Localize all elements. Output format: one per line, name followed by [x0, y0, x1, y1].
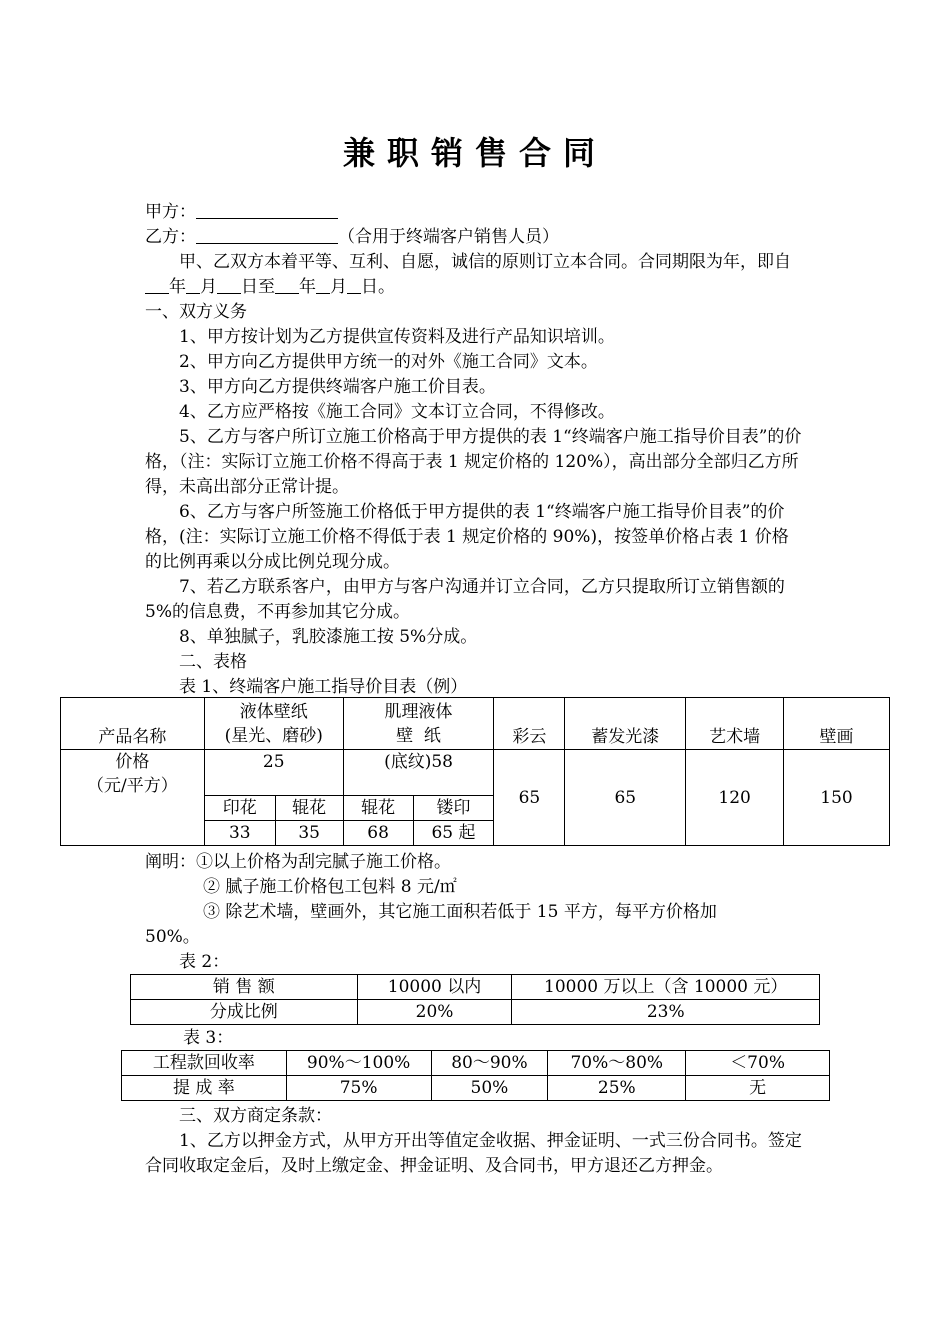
duty-item: 3、甲方向乙方提供终端客户施工价目表。 — [179, 377, 496, 397]
xufa-price: 65 — [565, 750, 686, 846]
commission-rate: 无 — [686, 1076, 830, 1101]
sub-duyin: 镂印 — [413, 796, 494, 821]
header-liquid-wallpaper: 液体壁纸 (星光、磨砂) — [204, 698, 343, 750]
intro-text: 甲、乙双方本着平等、互利、自愿，诚信的原则订立本合同。合同期限为 — [179, 252, 723, 272]
party-b-label: 乙方： — [145, 227, 196, 247]
note-1: ①以上价格为刮完腻子施工价格。 — [196, 852, 451, 872]
note-line — [145, 850, 805, 875]
duty-item: 6、乙方与客户所签施工价格低于甲方提供的表 1“终端客户施工指导价目表”的价格，(注：实际订立施工价格不得低于表 1 规定价格的 90%)，按签单价格占表 1 价格的比例再乘以分成比例兑现分成。 — [145, 502, 789, 572]
price-table — [60, 697, 890, 846]
start-year-blank[interactable] — [145, 275, 169, 294]
contract-body — [145, 200, 805, 700]
section-2-heading: 二、表格 — [179, 652, 247, 672]
end-day-blank[interactable] — [347, 275, 361, 294]
val-duyin: 65 起 — [413, 821, 494, 846]
collection-tier: ＜70% — [686, 1051, 830, 1076]
collection-rate-table — [121, 1050, 830, 1101]
party-b-note: （合用于终端客户销售人员） — [338, 227, 559, 247]
party-b-blank[interactable] — [196, 225, 338, 244]
day-to-label: 日至 — [241, 277, 275, 297]
header-art-wall: 艺术墙 — [686, 698, 784, 750]
month-label: 月 — [200, 277, 217, 297]
commission-rate: 50% — [431, 1076, 548, 1101]
share-ratio-1: 20% — [357, 1000, 512, 1025]
section-3-heading: 三、双方商定条款： — [179, 1106, 332, 1126]
commission-rate: 75% — [286, 1076, 431, 1101]
note-3-cont: 50%。 — [145, 927, 200, 947]
day-end-label: 日。 — [361, 277, 395, 297]
party-a-label: 甲方： — [145, 202, 196, 222]
duty-item: 1、甲方按计划为乙方提供宣传资料及进行产品知识培训。 — [179, 327, 615, 347]
start-day-blank[interactable] — [217, 275, 241, 294]
duty-item: 4、乙方应严格按《施工合同》文本订立合同，不得修改。 — [179, 402, 615, 422]
notes-label: 阐明： — [145, 852, 196, 872]
term-item: 1、乙方以押金方式，从甲方开出等值定金收据、押金证明、一式三份合同书。签定合同收取定金后，及时上缴定金、押金证明、及合同书，甲方退还乙方押金。 — [145, 1131, 802, 1176]
sub-yinhua: 印花 — [204, 796, 275, 821]
val-gunhua: 68 — [343, 821, 413, 846]
section-1-heading: 一、双方义务 — [145, 302, 247, 322]
table-3-caption: 表 3： — [183, 1028, 234, 1048]
contract-title: 兼职销售合同 — [342, 134, 607, 172]
share-ratio-label: 分成比例 — [131, 1000, 358, 1025]
party-a-blank[interactable] — [196, 200, 338, 219]
year-label: 年 — [169, 277, 186, 297]
sub-gunhua: 辊花 — [275, 796, 343, 821]
start-month-blank[interactable] — [186, 275, 200, 294]
collection-tier: 90%～100% — [286, 1051, 431, 1076]
intro-paragraph — [145, 250, 805, 300]
table-2-caption: 表 2： — [179, 952, 230, 972]
year-label-2: 年 — [299, 277, 316, 297]
texture-price: (底纹)58 — [343, 750, 494, 796]
table-1-caption: 表 1、终端客户施工指导价目表（例） — [179, 677, 468, 697]
sales-tier-2: 10000 万以上（含 10000 元） — [512, 975, 820, 1000]
party-b-line — [145, 225, 805, 250]
notes-block — [145, 850, 805, 975]
duty-item: 8、单独腻子，乳胶漆施工按 5%分成。 — [179, 627, 478, 647]
val-gunhua: 35 — [275, 821, 343, 846]
duty-item: 2、甲方向乙方提供甲方统一的对外《施工合同》文本。 — [179, 352, 598, 372]
mural-price: 150 — [784, 750, 890, 846]
sales-tier-1: 10000 以内 — [357, 975, 512, 1000]
header-caiyun: 彩云 — [494, 698, 565, 750]
caiyun-price: 65 — [494, 750, 565, 846]
sales-share-table — [130, 974, 820, 1025]
header-texture-wallpaper: 肌理液体 壁 纸 — [343, 698, 494, 750]
intro-text-2: 年，即自 — [723, 252, 791, 272]
liquid-price: 25 — [204, 750, 343, 796]
note-3: ③ 除艺术墙，壁画外，其它施工面积若低于 15 平方，每平方价格加 — [203, 902, 717, 922]
duty-item: 7、若乙方联系客户，由甲方与客户沟通并订立合同，乙方只提取所订立销售额的 5%的信息费，不再参加其它分成。 — [145, 577, 785, 622]
end-year-blank[interactable] — [275, 275, 299, 294]
share-ratio-2: 23% — [512, 1000, 820, 1025]
commission-rate: 25% — [548, 1076, 686, 1101]
party-a-line — [145, 200, 805, 225]
commission-rate-label: 提 成 率 — [122, 1076, 287, 1101]
collection-tier: 70%～80% — [548, 1051, 686, 1076]
collection-tier: 80～90% — [431, 1051, 548, 1076]
note-2: ② 腻子施工价格包工包料 8 元/㎡ — [203, 877, 457, 897]
art-wall-price: 120 — [686, 750, 784, 846]
header-product-name: 产品名称 — [61, 698, 205, 750]
duty-item: 5、乙方与客户所订立施工价格高于甲方提供的表 1“终端客户施工指导价目表”的价格，（注：实际订立施工价格不得高于表 1 规定价格的 120%），高出部分全部归乙方所得，未高出部分正常计提。 — [145, 427, 802, 497]
month-label-2: 月 — [330, 277, 347, 297]
end-month-blank[interactable] — [316, 275, 330, 294]
header-xufa-paint: 蓄发光漆 — [565, 698, 686, 750]
sales-amount-label: 销 售 额 — [131, 975, 358, 1000]
terms-block — [145, 1104, 805, 1179]
collection-rate-label: 工程款回收率 — [122, 1051, 287, 1076]
val-yinhua: 33 — [204, 821, 275, 846]
header-mural: 壁画 — [784, 698, 890, 750]
sub-gunhua: 辊花 — [343, 796, 413, 821]
price-label-cell: 价格 （元/平方） — [61, 750, 205, 846]
